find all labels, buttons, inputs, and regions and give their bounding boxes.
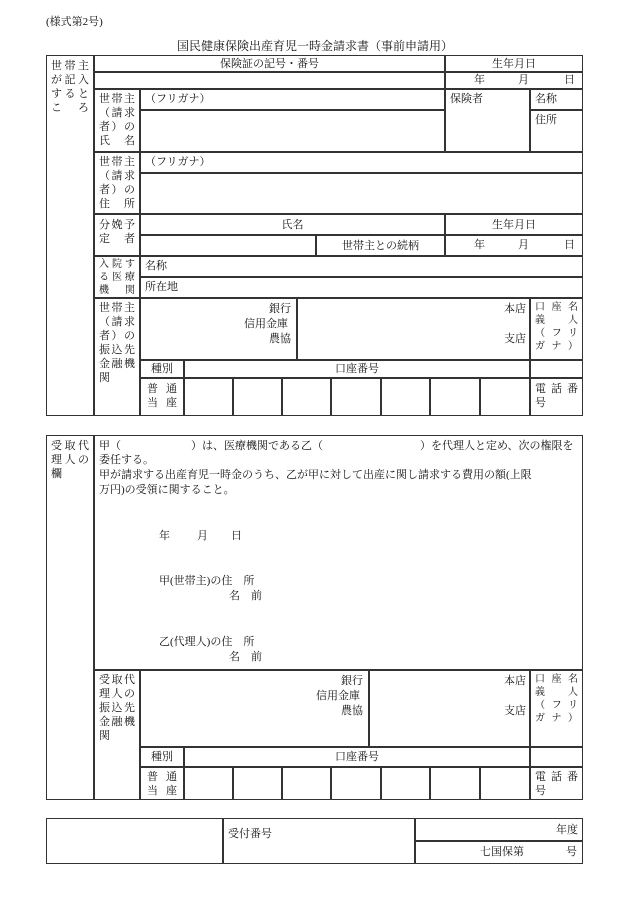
bank-box2-label-cell: 受取代 理人の 振込先 金融機 関 (94, 670, 140, 800)
birthday-month: 月 (518, 74, 529, 86)
birthday-year: 年 (474, 74, 485, 86)
bank-box1-bank-line3: 農協 (269, 333, 291, 345)
issue-number-cell[interactable] (415, 841, 583, 864)
bank-box2-account-digit-5-cell[interactable] (381, 767, 430, 800)
householder-address-cell[interactable] (140, 173, 583, 214)
bank-box1-account-digit-2-cell[interactable] (233, 378, 282, 416)
insurer-cell (445, 89, 530, 152)
bank-box2-account-kind-cell[interactable]: 普通 当座 (140, 767, 184, 800)
bank-box1-account-digit-6-cell[interactable] (430, 378, 480, 416)
insurer-name-label: 名称 (535, 93, 557, 105)
insurer-address-label: 住所 (535, 114, 557, 126)
hospital-address-cell[interactable] (140, 277, 583, 298)
delivery-birthday-cell[interactable] (445, 235, 583, 256)
issue-suffix: 号 (566, 846, 577, 858)
reception-number-cell[interactable] (223, 818, 415, 864)
delivery-name-label-cell: 氏名 (140, 214, 445, 235)
reception-blank-cell[interactable] (46, 818, 223, 864)
householder-address-furigana-label: （フリガナ） (145, 156, 211, 168)
bank-box1-bank-line2: 信用金庫 (244, 318, 288, 330)
bank-box2-branch-main: 本店 (504, 675, 526, 687)
householder-address-label-cell: 世帯主 （請求 者）の 住 所 (94, 152, 140, 214)
party-b-address-label: 乙(代理人)の住 所 (159, 636, 255, 648)
bank-box2-bank-name-cell[interactable] (140, 670, 369, 747)
bank-box2-account-holder-label-cell: 口座名 義人 （フリ ガナ） (530, 670, 583, 747)
statement-line4: 万円)の受領に関すること。 (99, 484, 235, 496)
householder-name-label-cell: 世帯主 （請求 者）の 氏 名 (94, 89, 140, 152)
statement-date-year: 年 (159, 530, 170, 542)
bank-box1-label-cell: 世帯主 （請求 者）の 振込先 金融機 関 (94, 298, 140, 416)
statement-prefix: 甲（ (99, 440, 121, 452)
form-title: 国民健康保険出産育児一時金請求書（事前申請用） (176, 39, 453, 53)
bank-box1-bank-name-cell[interactable] (140, 298, 297, 360)
bank-box1-branch-main: 本店 (504, 303, 526, 315)
delivery-label-cell: 分娩予 定 者 (94, 214, 140, 256)
bank-box1-account-number-label-cell: 口座番号 (184, 360, 530, 378)
hospital-label-cell: 入院す る医療 機 関 (94, 256, 140, 298)
bank-box2-branch-cell[interactable] (369, 670, 530, 747)
delivery-relation-label-cell: 世帯主との続柄 (316, 235, 445, 256)
insurer-address-label-cell (530, 110, 583, 152)
bank-box2-bank-line2: 信用金庫 (316, 690, 360, 702)
bank-box2-account-holder-cell[interactable] (530, 747, 583, 767)
insurer-label: 保険者 (450, 93, 483, 105)
insurer-name-label-cell (530, 89, 583, 110)
section1-side-label: 世帯主 が記入 すると こ ろ (46, 55, 94, 416)
delivery-birthday-day: 日 (564, 239, 575, 251)
statement-line3: 甲が請求する出産育児一時金のうち、乙が甲に対して出産に関し請求する費用の額(上限 (99, 469, 532, 481)
hospital-address-label: 所在地 (145, 281, 178, 293)
statement-line2: 委任する。 (99, 454, 154, 466)
bank-box2-account-digit-3-cell[interactable] (282, 767, 331, 800)
bank-box1-phone-label-cell: 電話番 号 (530, 378, 583, 416)
statement-date-day: 日 (231, 530, 242, 542)
bank-box2-account-digit-1-cell[interactable] (184, 767, 233, 800)
birthday-day: 日 (564, 74, 575, 86)
hospital-name-cell[interactable] (140, 256, 583, 277)
insurance-number-cell[interactable] (94, 72, 445, 89)
fiscal-year-cell[interactable] (415, 818, 583, 841)
party-b-name-label: 名 前 (229, 651, 262, 663)
reception-number-label: 受付番号 (228, 828, 272, 840)
statement-suffix: ）を代理人と定め、次の権限を (420, 440, 574, 452)
bank-box1-account-holder-cell[interactable] (530, 360, 583, 378)
bank-box1-branch-cell[interactable] (297, 298, 530, 360)
statement-middle: ）は、医療機関である乙（ (191, 440, 323, 452)
bank-box2-bank-line3: 農協 (341, 705, 363, 717)
bank-box2-bank-line1: 銀行 (341, 675, 363, 687)
statement-date-month: 月 (197, 530, 208, 542)
bank-box2-account-type-label-cell: 種別 (140, 747, 184, 767)
insurance-number-label-cell: 保険証の記号・番号 (94, 55, 445, 72)
bank-box1-branch-sub: 支店 (504, 333, 526, 345)
bank-box1-account-digit-3-cell[interactable] (282, 378, 331, 416)
bank-box1-account-digit-4-cell[interactable] (331, 378, 381, 416)
bank-box2-account-digit-7-cell[interactable] (480, 767, 530, 800)
section2-side-label: 受取代 理人の 欄 (46, 435, 94, 800)
delivery-name-cell[interactable] (140, 235, 316, 256)
hospital-name-label: 名称 (145, 260, 167, 272)
bank-box1-account-holder-label-cell: 口座名 義人 （フリ ガナ） (530, 298, 583, 360)
issue-prefix: 七国保第 (480, 846, 524, 858)
bank-box1-account-kind-cell[interactable]: 普通 当座 (140, 378, 184, 416)
householder-furigana-cell[interactable] (140, 89, 445, 110)
householder-furigana-label: （フリガナ） (145, 93, 211, 105)
party-a-address-label: 甲(世帯主)の住 所 (159, 575, 255, 587)
birthday-cell[interactable] (445, 72, 583, 89)
bank-box1-account-digit-5-cell[interactable] (381, 378, 430, 416)
bank-box2-account-digit-2-cell[interactable] (233, 767, 282, 800)
bank-box1-bank-line1: 銀行 (269, 303, 291, 315)
delivery-birthday-month: 月 (518, 239, 529, 251)
bank-box2-account-number-label-cell: 口座番号 (184, 747, 530, 767)
fiscal-year-label: 年度 (556, 823, 578, 836)
delivery-birthday-year: 年 (474, 239, 485, 251)
bank-box1-account-digit-7-cell[interactable] (480, 378, 530, 416)
bank-box2-account-digit-6-cell[interactable] (430, 767, 480, 800)
bank-box2-account-digit-4-cell[interactable] (331, 767, 381, 800)
agent-statement-cell (94, 435, 583, 670)
bank-box2-branch-sub: 支店 (504, 705, 526, 717)
bank-box1-account-type-label-cell: 種別 (140, 360, 184, 378)
householder-address-furigana-cell[interactable] (140, 152, 583, 173)
bank-box1-account-digit-1-cell[interactable] (184, 378, 233, 416)
householder-name-cell[interactable] (140, 110, 445, 152)
form-number: (様式第2号) (46, 16, 103, 28)
bank-box2-phone-label-cell: 電話番 号 (530, 767, 583, 800)
delivery-birthdate-label-cell: 生年月日 (445, 214, 583, 235)
birthdate-label-cell: 生年月日 (445, 55, 583, 72)
party-a-name-label: 名 前 (229, 590, 262, 602)
